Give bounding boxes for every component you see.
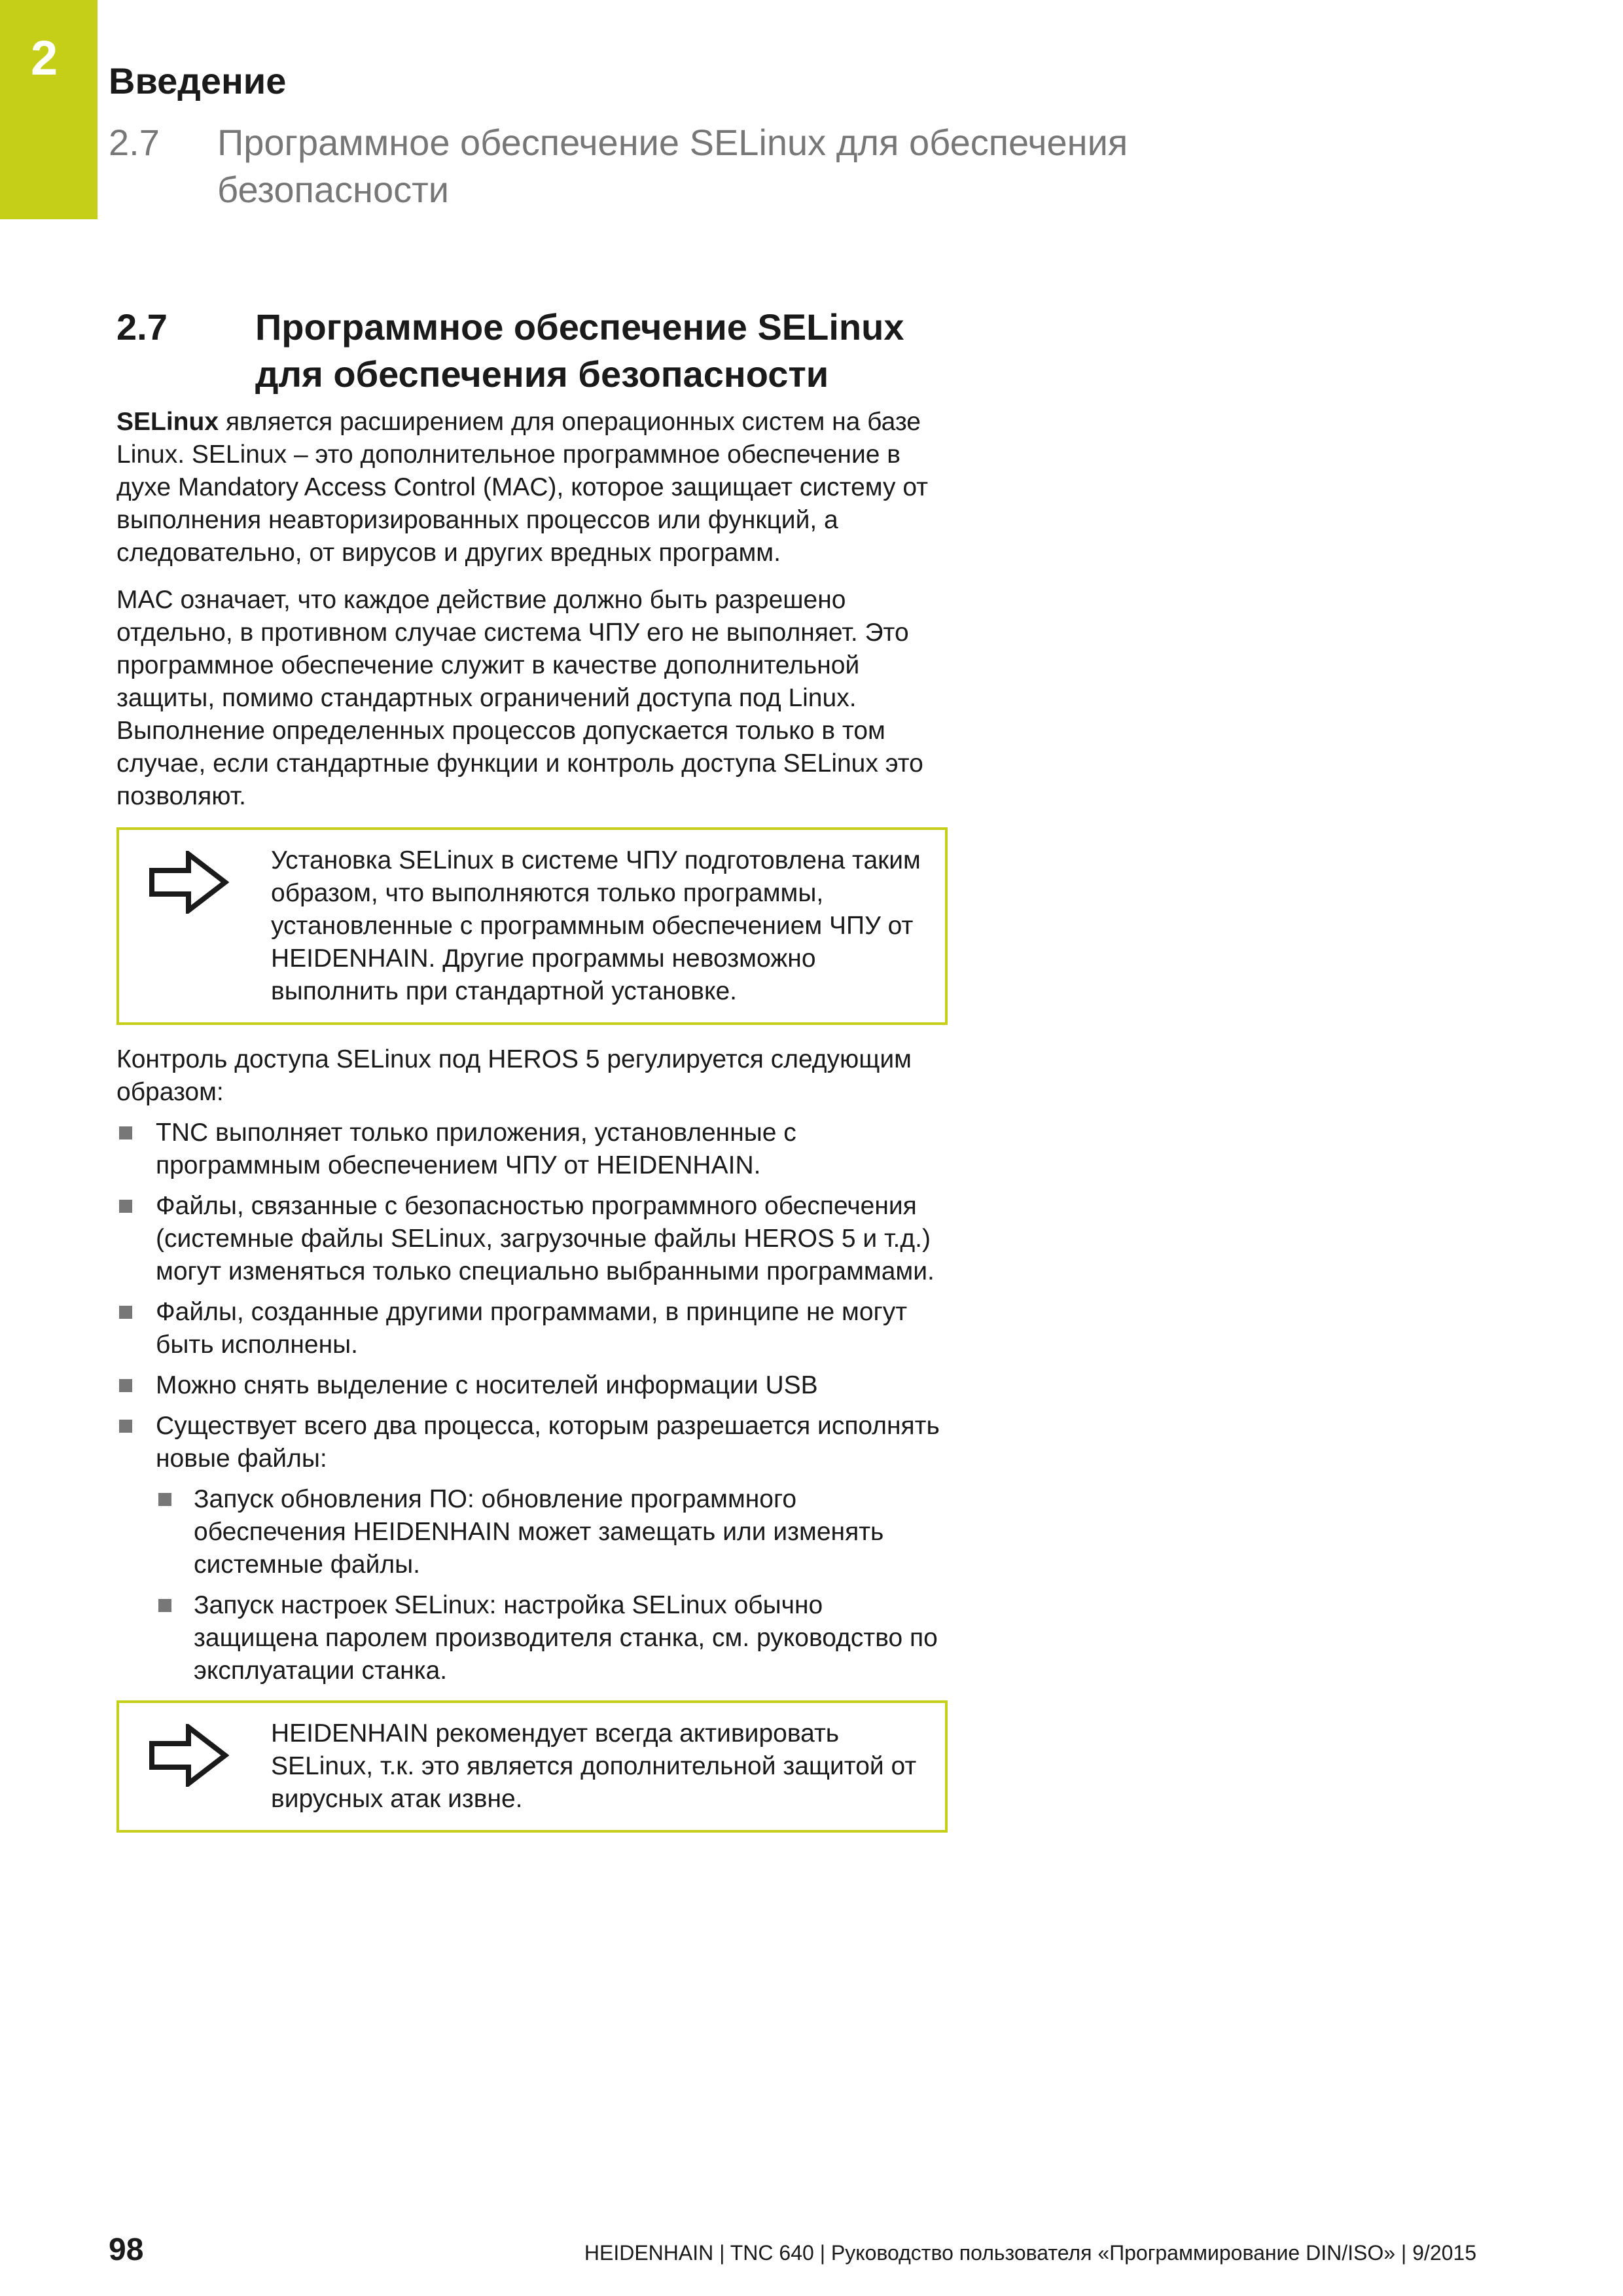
sub-bullet-list — [156, 1483, 948, 1687]
section-heading-line1: Программное обеспечение SELinux — [255, 306, 904, 348]
sub-list-item — [156, 1589, 948, 1687]
access-control-paragraph: Контроль доступа SELinux под HEROS 5 регулируется следующим образом: — [116, 1045, 912, 1106]
chapter-tab — [0, 0, 98, 219]
recommendation-note-box — [116, 1700, 948, 1833]
square-bullet-icon — [119, 1200, 132, 1213]
list-item-text: TNC выполняет только приложения, установленные с программным обеспечением ЧПУ от HEIDENHAIN. — [156, 1119, 796, 1179]
note-box — [116, 827, 948, 1025]
intro-text: является расширением для операционных систем на базе Linux. SELinux – это дополнительное программное обеспечение в духе Mandatory Access Control (MAC), которое защищает систему от выполнения неавторизированных процессов или функций, а следовательно, от вирусов и других вредных программ. — [116, 408, 929, 567]
page-number: 98 — [109, 2233, 144, 2267]
chapter-number: 2 — [31, 31, 58, 85]
square-bullet-icon — [119, 1420, 132, 1433]
arrow-right-outline-icon — [149, 1724, 229, 1787]
sub-list-item — [156, 1483, 948, 1581]
list-item-text: Можно снять выделение с носителей информации USB — [156, 1371, 818, 1399]
list-item — [116, 1410, 948, 1687]
list-item-text: Файлы, созданные другими программами, в принципе не могут быть исполнены. — [156, 1298, 908, 1359]
arrow-right-outline-icon — [149, 851, 229, 914]
section-heading — [116, 304, 948, 406]
running-header-section-title-line1: Программное обеспечение SELinux для обеспечения — [217, 122, 1128, 163]
mac-paragraph: MAC означает, что каждое действие должно быть разрешено отдельно, в противном случае система ЧПУ его не выполняет. Это программное обеспечение служит в качестве дополнительной защиты, помимо стандартных ограничений доступа под Linux. Выполнение определенных процессов допускается только в том случае, если стандартные функции и контроль доступа SELinux это позволяют. — [116, 586, 923, 810]
footer-document-info: HEIDENHAIN | TNC 640 | Руководство пользователя «Программирование DIN/ISO» | 9/2015 — [584, 2241, 1476, 2265]
recommendation-note-text: HEIDENHAIN рекомендует всегда активировать SELinux, т.к. это является дополнительной защитой от вирусных атак извне. — [271, 1719, 917, 1813]
section-heading-number: 2.7 — [116, 306, 168, 348]
square-bullet-icon — [119, 1126, 132, 1139]
main-content — [116, 304, 948, 1851]
list-item — [116, 1296, 948, 1361]
list-item-text: Файлы, связанные с безопасностью программного обеспечения (системные файлы SELinux, загрузочные файлы HEROS 5 и т.д.) могут изменяться только специально выбранными программами. — [156, 1192, 935, 1285]
running-header-section-title-line2: безопасности — [217, 169, 450, 210]
page-footer — [109, 2232, 1476, 2271]
list-item-text: Существует всего два процесса, которым разрешается исполнять новые файлы: — [156, 1412, 940, 1473]
square-bullet-icon — [119, 1306, 132, 1319]
list-item — [116, 1369, 948, 1402]
section-heading-title — [255, 304, 962, 398]
square-bullet-icon — [158, 1599, 171, 1612]
square-bullet-icon — [119, 1379, 132, 1392]
sub-list-item-text: Запуск обновления ПО: обновление программного обеспечения HEIDENHAIN может замещать или изменять системные файлы. — [194, 1485, 884, 1579]
bullet-list — [116, 1117, 948, 1687]
sub-list-item-text: Запуск настроек SELinux: настройка SELinux обычно защищена паролем производителя станка, см. руководство по эксплуатации станка. — [194, 1591, 938, 1685]
section-heading-line2: для обеспечения безопасности — [255, 353, 829, 395]
intro-bold-term: SELinux — [116, 408, 219, 436]
running-header-section-number: 2.7 — [109, 122, 160, 163]
intro-paragraph — [116, 406, 948, 569]
list-item — [116, 1117, 948, 1182]
square-bullet-icon — [158, 1493, 171, 1506]
running-header-chapter-title: Введение — [109, 60, 287, 101]
list-item — [116, 1190, 948, 1288]
note-text: Установка SELinux в системе ЧПУ подготовлена таким образом, что выполняются только программы, установленные с программным обеспечением ЧПУ от HEIDENHAIN. Другие программы невозможно выполнить при стандартной установке. — [271, 846, 921, 1005]
running-header-section-title — [217, 119, 1395, 213]
